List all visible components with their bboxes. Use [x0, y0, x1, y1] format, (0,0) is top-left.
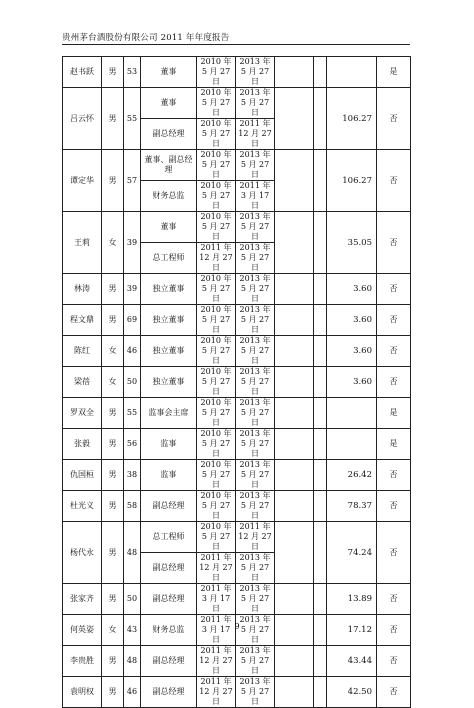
term-end-cell: 2013 年 5 月 27 日 [236, 274, 275, 305]
position-cell: 副总经理 [141, 677, 197, 708]
empty-cell [314, 398, 327, 429]
gender-cell: 男 [102, 460, 124, 491]
age-cell: 57 [124, 150, 141, 212]
name-cell: 何英姿 [63, 615, 102, 646]
name-cell: 张毅 [63, 429, 102, 460]
term-start-cell: 2010 年 5 月 27 日 [197, 274, 236, 305]
shareholder-unit-cell: 否 [377, 305, 411, 336]
gender-cell: 男 [102, 646, 124, 677]
term-end-cell: 2011 年 3 月 17 日 [236, 181, 275, 212]
shareholder-unit-cell: 否 [377, 460, 411, 491]
term-end-cell: 2013 年 5 月 27 日 [236, 150, 275, 181]
name-cell: 罗双全 [63, 398, 102, 429]
table-row [63, 274, 411, 305]
name-cell: 张家齐 [63, 584, 102, 615]
empty-cell [314, 212, 327, 274]
gender-cell: 女 [102, 336, 124, 367]
empty-cell [314, 491, 327, 522]
term-end-cell: 2013 年 5 月 27 日 [236, 460, 275, 491]
table-row [63, 398, 411, 429]
age-cell: 55 [124, 398, 141, 429]
position-cell: 独立董事 [141, 305, 197, 336]
pay-cell: 78.37 [327, 491, 377, 522]
shareholder-unit-cell: 否 [377, 150, 411, 212]
term-start-cell: 2010 年 5 月 27 日 [197, 491, 236, 522]
gender-cell: 男 [102, 150, 124, 212]
position-cell: 独立董事 [141, 274, 197, 305]
shareholder-unit-cell: 是 [377, 398, 411, 429]
report-header-title: 贵州茅台酒股份有限公司 2011 年年度报告 [62, 33, 230, 43]
gender-cell: 男 [102, 305, 124, 336]
term-start-cell: 2011 年 12 月 27 日 [197, 243, 236, 274]
header-rule [62, 44, 410, 45]
name-cell: 林涛 [63, 274, 102, 305]
term-start-cell: 2011 年 12 月 27 日 [197, 677, 236, 708]
gender-cell: 女 [102, 212, 124, 274]
term-start-cell: 2010 年 5 月 27 日 [197, 119, 236, 150]
term-end-cell: 2013 年 5 月 27 日 [236, 212, 275, 243]
position-cell: 副总经理 [141, 646, 197, 677]
gender-cell: 女 [102, 615, 124, 646]
table-row [63, 150, 411, 181]
name-cell: 杨代永 [63, 522, 102, 584]
position-cell: 财务总监 [141, 615, 197, 646]
gender-cell: 男 [102, 274, 124, 305]
name-cell: 吕云怀 [63, 88, 102, 150]
position-cell: 财务总监 [141, 181, 197, 212]
name-cell: 仇国桓 [63, 460, 102, 491]
age-cell: 50 [124, 367, 141, 398]
term-start-cell: 2010 年 5 月 27 日 [197, 460, 236, 491]
position-cell: 总工程师 [141, 243, 197, 274]
shareholder-unit-cell: 否 [377, 584, 411, 615]
empty-cell [314, 646, 327, 677]
empty-cell [275, 305, 314, 336]
age-cell: 39 [124, 274, 141, 305]
term-start-cell: 2010 年 5 月 27 日 [197, 367, 236, 398]
position-cell: 董事 [141, 88, 197, 119]
empty-cell [314, 150, 327, 212]
term-end-cell: 2013 年 5 月 27 日 [236, 429, 275, 460]
name-cell: 陈红 [63, 336, 102, 367]
term-start-cell: 2010 年 5 月 27 日 [197, 88, 236, 119]
pay-cell [327, 429, 377, 460]
pay-cell: 106.27 [327, 88, 377, 150]
term-start-cell: 2010 年 5 月 27 日 [197, 336, 236, 367]
table-row [63, 646, 411, 677]
gender-cell: 男 [102, 429, 124, 460]
empty-cell [275, 491, 314, 522]
term-end-cell: 2011 年 12 月 27 日 [236, 119, 275, 150]
table-row [63, 212, 411, 243]
pay-cell: 13.89 [327, 584, 377, 615]
term-end-cell: 2013 年 5 月 27 日 [236, 677, 275, 708]
empty-cell [314, 677, 327, 708]
table-row [63, 336, 411, 367]
name-cell: 王莉 [63, 212, 102, 274]
term-start-cell: 2010 年 5 月 27 日 [197, 305, 236, 336]
empty-cell [275, 460, 314, 491]
shareholder-unit-cell: 否 [377, 522, 411, 584]
term-start-cell: 2010 年 5 月 27 日 [197, 522, 236, 553]
term-end-cell: 2013 年 5 月 27 日 [236, 646, 275, 677]
age-cell: 48 [124, 646, 141, 677]
position-cell: 监事会主席 [141, 398, 197, 429]
pay-cell [327, 398, 377, 429]
pay-cell: 3.60 [327, 274, 377, 305]
empty-cell [275, 646, 314, 677]
age-cell: 53 [124, 57, 141, 88]
age-cell: 39 [124, 212, 141, 274]
term-start-cell: 2010 年 5 月 27 日 [197, 429, 236, 460]
pay-cell: 106.27 [327, 150, 377, 212]
gender-cell: 男 [102, 491, 124, 522]
term-end-cell: 2013 年 5 月 27 日 [236, 553, 275, 584]
position-cell: 副总经理 [141, 584, 197, 615]
age-cell: 55 [124, 88, 141, 150]
name-cell: 程文鼎 [63, 305, 102, 336]
table-row [63, 584, 411, 615]
empty-cell [314, 367, 327, 398]
table-row [63, 677, 411, 708]
term-end-cell: 2013 年 5 月 27 日 [236, 584, 275, 615]
pay-cell: 35.05 [327, 212, 377, 274]
age-cell: 48 [124, 522, 141, 584]
name-cell: 李贵胜 [63, 646, 102, 677]
position-cell: 监事 [141, 460, 197, 491]
name-cell: 袁明权 [63, 677, 102, 708]
page-number: 9 [234, 622, 240, 631]
gender-cell: 女 [102, 367, 124, 398]
pay-cell: 3.60 [327, 336, 377, 367]
empty-cell [314, 88, 327, 150]
position-cell: 独立董事 [141, 367, 197, 398]
age-cell: 69 [124, 305, 141, 336]
position-cell: 监事 [141, 429, 197, 460]
pay-cell: 17.12 [327, 615, 377, 646]
table-row [63, 305, 411, 336]
shareholder-unit-cell: 否 [377, 88, 411, 150]
position-cell: 独立董事 [141, 336, 197, 367]
term-start-cell: 2011 年 12 月 27 日 [197, 646, 236, 677]
pay-cell: 43.44 [327, 646, 377, 677]
age-cell: 46 [124, 336, 141, 367]
age-cell: 56 [124, 429, 141, 460]
term-start-cell: 2010 年 5 月 27 日 [197, 150, 236, 181]
gender-cell: 男 [102, 88, 124, 150]
gender-cell: 男 [102, 584, 124, 615]
shareholder-unit-cell: 否 [377, 212, 411, 274]
term-start-cell: 2010 年 5 月 27 日 [197, 181, 236, 212]
empty-cell [314, 429, 327, 460]
pay-cell: 42.50 [327, 677, 377, 708]
table-row [63, 429, 411, 460]
table-row [63, 367, 411, 398]
shareholder-unit-cell: 是 [377, 429, 411, 460]
position-cell: 董事 [141, 57, 197, 88]
pay-cell: 74.24 [327, 522, 377, 584]
table-row [63, 491, 411, 522]
empty-cell [275, 274, 314, 305]
empty-cell [314, 274, 327, 305]
gender-cell: 男 [102, 522, 124, 584]
name-cell: 谭定华 [63, 150, 102, 212]
table-row [63, 57, 411, 88]
name-cell: 赵书跃 [63, 57, 102, 88]
name-cell: 梁蓓 [63, 367, 102, 398]
position-cell: 副总经理 [141, 553, 197, 584]
shareholder-unit-cell: 否 [377, 677, 411, 708]
term-start-cell: 2010 年 5 月 27 日 [197, 57, 236, 88]
term-end-cell: 2013 年 5 月 27 日 [236, 305, 275, 336]
position-cell: 董事、副总经理 [141, 150, 197, 181]
empty-cell [314, 522, 327, 584]
shareholder-unit-cell: 否 [377, 615, 411, 646]
shareholder-unit-cell: 否 [377, 646, 411, 677]
term-start-cell: 2010 年 5 月 27 日 [197, 212, 236, 243]
term-end-cell: 2013 年 5 月 27 日 [236, 88, 275, 119]
gender-cell: 男 [102, 398, 124, 429]
term-start-cell: 2011 年 3 月 17 日 [197, 615, 236, 646]
term-end-cell: 2013 年 5 月 27 日 [236, 491, 275, 522]
empty-cell [275, 429, 314, 460]
position-cell: 董事 [141, 212, 197, 243]
name-cell: 杜光义 [63, 491, 102, 522]
term-start-cell: 2011 年 12 月 27 日 [197, 553, 236, 584]
executives-table [62, 56, 411, 708]
empty-cell [275, 677, 314, 708]
table-row [63, 460, 411, 491]
age-cell: 50 [124, 584, 141, 615]
term-end-cell: 2013 年 5 月 27 日 [236, 398, 275, 429]
empty-cell [275, 584, 314, 615]
empty-cell [314, 584, 327, 615]
age-cell: 58 [124, 491, 141, 522]
shareholder-unit-cell: 否 [377, 274, 411, 305]
term-end-cell: 2013 年 5 月 27 日 [236, 367, 275, 398]
empty-cell [314, 460, 327, 491]
term-end-cell: 2013 年 5 月 27 日 [236, 57, 275, 88]
term-end-cell: 2011 年 12 月 27 日 [236, 522, 275, 553]
empty-cell [275, 88, 314, 150]
term-start-cell: 2010 年 5 月 27 日 [197, 398, 236, 429]
shareholder-unit-cell: 否 [377, 336, 411, 367]
empty-cell [314, 336, 327, 367]
empty-cell [275, 150, 314, 212]
shareholder-unit-cell: 否 [377, 367, 411, 398]
empty-cell [314, 305, 327, 336]
position-cell: 总工程师 [141, 522, 197, 553]
term-end-cell: 2013 年 5 月 27 日 [236, 615, 275, 646]
empty-cell [275, 336, 314, 367]
empty-cell [275, 367, 314, 398]
term-end-cell: 2013 年 5 月 27 日 [236, 243, 275, 274]
pay-cell [327, 57, 377, 88]
gender-cell: 男 [102, 677, 124, 708]
age-cell: 38 [124, 460, 141, 491]
empty-cell [314, 57, 327, 88]
term-end-cell: 2013 年 5 月 27 日 [236, 336, 275, 367]
shareholder-unit-cell: 是 [377, 57, 411, 88]
pay-cell: 26.42 [327, 460, 377, 491]
position-cell: 副总经理 [141, 491, 197, 522]
empty-cell [275, 212, 314, 274]
age-cell: 43 [124, 615, 141, 646]
empty-cell [275, 57, 314, 88]
pay-cell: 3.60 [327, 305, 377, 336]
term-start-cell: 2011 年 3 月 17 日 [197, 584, 236, 615]
table-row [63, 88, 411, 119]
position-cell: 副总经理 [141, 119, 197, 150]
gender-cell: 男 [102, 57, 124, 88]
pay-cell: 3.60 [327, 367, 377, 398]
empty-cell [275, 522, 314, 584]
age-cell: 46 [124, 677, 141, 708]
table-row [63, 522, 411, 553]
shareholder-unit-cell: 否 [377, 491, 411, 522]
empty-cell [275, 398, 314, 429]
